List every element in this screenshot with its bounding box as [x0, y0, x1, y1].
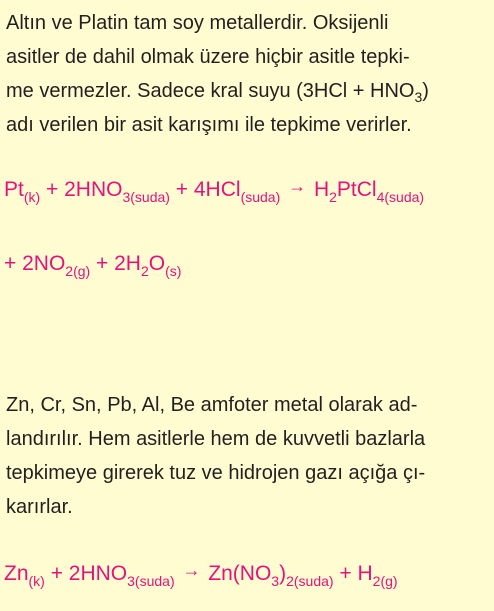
- word: asitle: [308, 46, 356, 68]
- formula-hcl: + 4HCl: [175, 178, 241, 201]
- word: Zn,: [6, 394, 35, 416]
- word: tam: [133, 12, 168, 34]
- word: Sn,: [71, 394, 102, 416]
- paragraph-amphoteric-metals: [6, 388, 488, 524]
- equation-platinum-line2: [4, 252, 182, 279]
- word: kuvvetli: [282, 428, 350, 450]
- formula-o: O: [148, 252, 166, 275]
- subscript: 3: [414, 89, 423, 105]
- text-line: [6, 6, 488, 40]
- word: landırılır.: [6, 428, 83, 450]
- formula-pt: Pt: [4, 178, 24, 201]
- word: ad-: [388, 394, 418, 416]
- reaction-arrow-icon: →: [288, 176, 307, 196]
- equation-zinc: [4, 560, 398, 589]
- text-line: [6, 40, 488, 74]
- formula-hno3: + 2HNO: [46, 178, 123, 201]
- word: bazlarla: [355, 428, 426, 450]
- word: asitlerle: [136, 428, 205, 450]
- word: Cr,: [40, 394, 67, 416]
- formula-zn: Zn: [4, 562, 29, 585]
- word: çı-: [402, 462, 426, 484]
- word: olarak: [328, 394, 383, 416]
- word: Hem: [88, 428, 131, 450]
- word: Pb,: [107, 394, 138, 416]
- word: metallerdir.: [209, 12, 308, 34]
- word: gazı: [305, 462, 343, 484]
- text-line: [6, 490, 488, 524]
- word: tuz: [169, 462, 197, 484]
- text-line: [6, 388, 488, 422]
- word: hiçbir: [255, 46, 303, 68]
- subscript: (k): [23, 189, 41, 205]
- text-run: ): [422, 80, 429, 102]
- word: girerek: [102, 462, 164, 484]
- text-line: [6, 74, 488, 108]
- word: Altın: [6, 12, 47, 34]
- subscript: (k): [28, 573, 45, 589]
- word: Al,: [141, 394, 166, 416]
- reaction-arrow-icon: →: [182, 560, 201, 580]
- word: hem: [210, 428, 250, 450]
- word: soy: [172, 12, 204, 34]
- word: amfoter: [200, 394, 269, 416]
- text-run: me vermezler. Sadece kral suyu (3HCl + HNO: [6, 80, 415, 102]
- formula-hno3: + 2HNO: [50, 562, 128, 585]
- word: de: [255, 428, 278, 450]
- paren-close: ): [279, 562, 287, 585]
- formula-h2: + H: [339, 562, 373, 585]
- subscript: 3(suda): [127, 573, 175, 589]
- text-line: [6, 108, 488, 142]
- subscript: 2(g): [372, 573, 398, 589]
- word: Oksijenli: [312, 12, 389, 34]
- formula-no2: + 2NO: [4, 252, 66, 275]
- subscript: 4(suda): [376, 189, 425, 205]
- word: tepkimeye: [6, 462, 98, 484]
- word: tepki-: [360, 46, 410, 68]
- text-run: adı verilen bir asit karışımı ile tepkime verirler.: [6, 114, 412, 136]
- subscript: 2: [329, 189, 337, 205]
- subscript: 2(suda): [286, 573, 334, 589]
- word: metal: [273, 394, 323, 416]
- word: açığa: [348, 462, 398, 484]
- formula-zn-no3: Zn(NO: [208, 562, 272, 585]
- subscript: 2(g): [65, 263, 91, 279]
- subscript: 3(suda): [122, 189, 170, 205]
- formula-h2o: + 2H: [96, 252, 141, 275]
- word: karırlar.: [6, 496, 73, 518]
- word: Be: [170, 394, 196, 416]
- word: ve: [51, 12, 73, 34]
- word: Platin: [78, 12, 129, 34]
- formula-h: H: [313, 178, 330, 201]
- subscript: 2: [140, 263, 149, 279]
- paragraph-noble-metals: [6, 6, 488, 142]
- word: hidrojen: [228, 462, 300, 484]
- text-line: [6, 456, 488, 490]
- word: de: [64, 46, 88, 68]
- word: ve: [201, 462, 223, 484]
- word: asitler: [6, 46, 60, 68]
- word: dahil: [92, 46, 135, 68]
- text-line: [6, 422, 488, 456]
- subscript: (s): [165, 263, 182, 279]
- subscript: (suda): [240, 189, 281, 205]
- subscript: 3: [271, 573, 280, 589]
- formula-ptcl: PtCl: [336, 178, 377, 201]
- equation-platinum-line1: [4, 176, 425, 205]
- word: olmak: [140, 46, 194, 68]
- word: üzere: [199, 46, 250, 68]
